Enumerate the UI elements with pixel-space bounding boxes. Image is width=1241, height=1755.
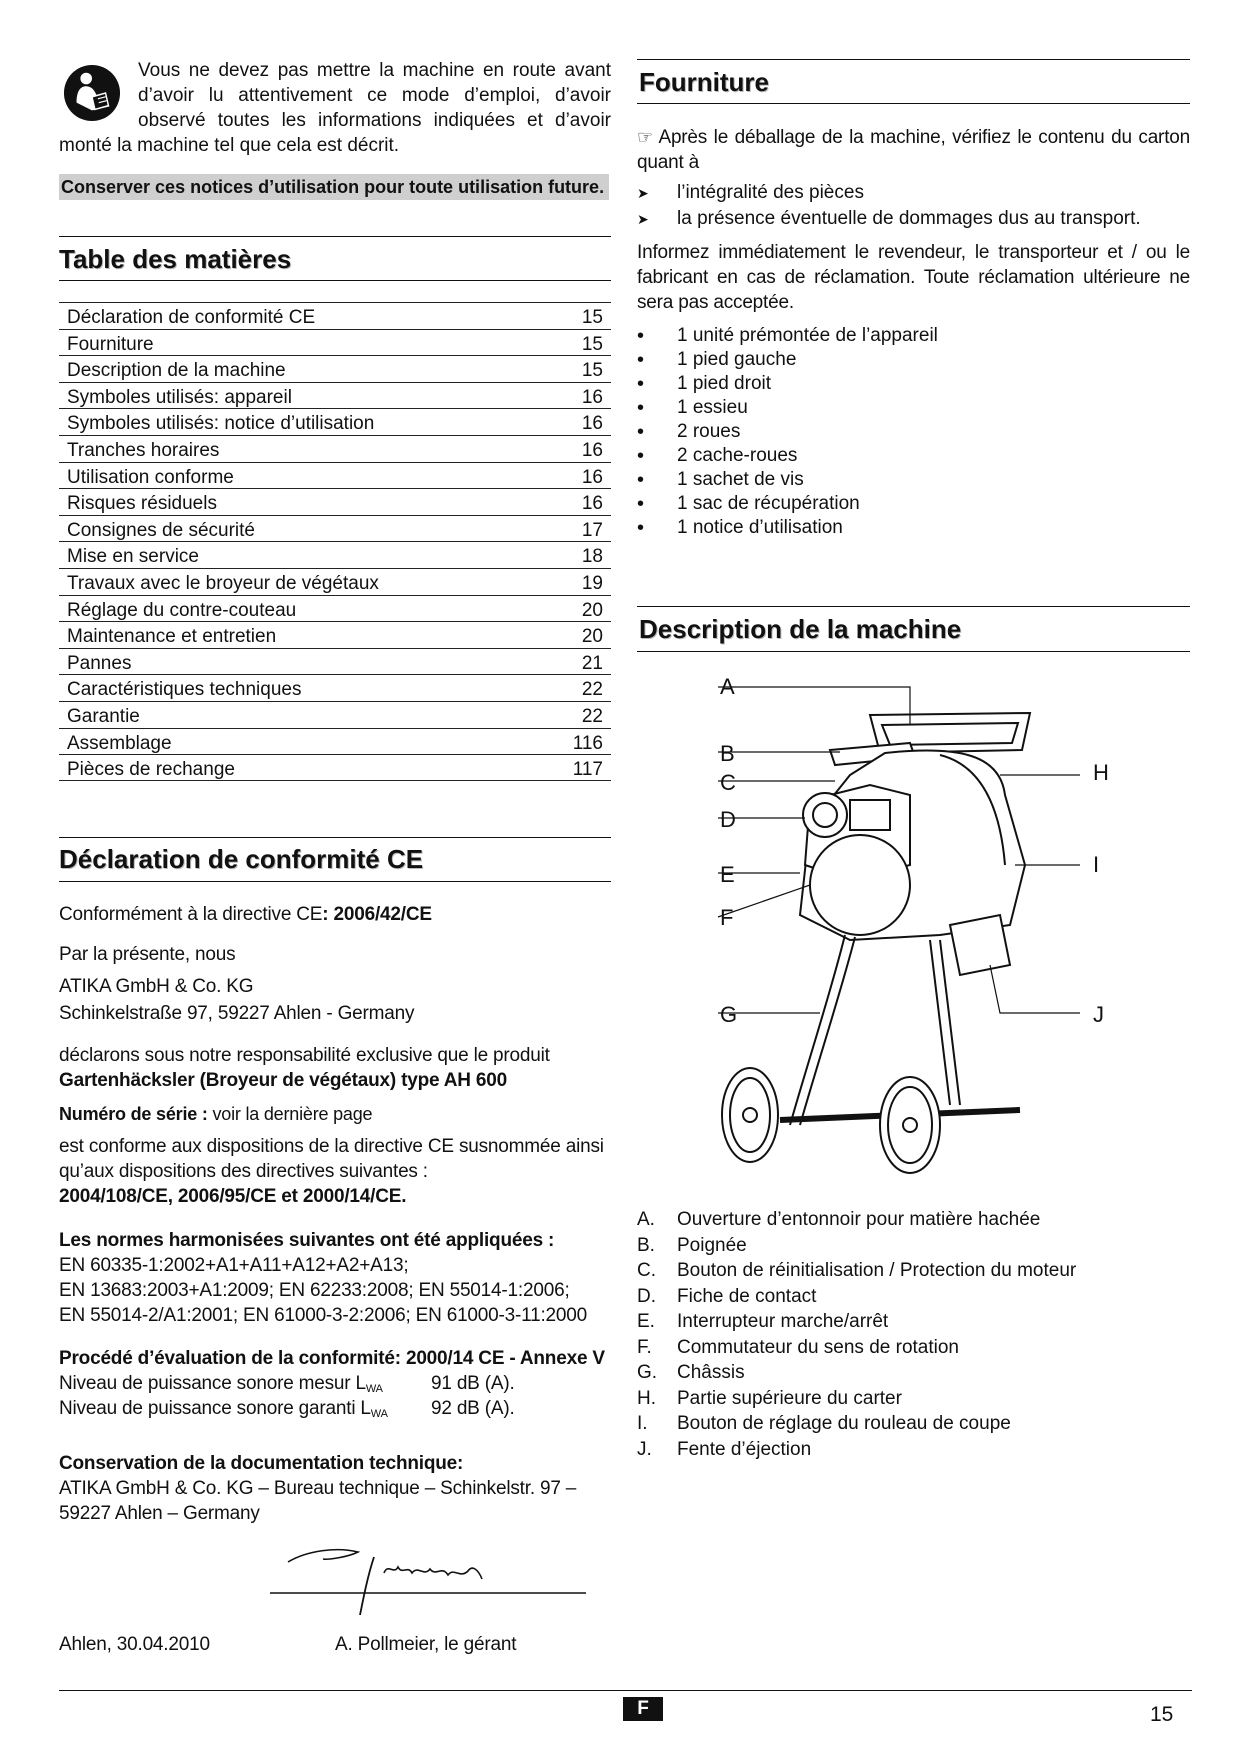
toc-page: 20 xyxy=(581,626,603,648)
part-text: Partie supérieure du carter xyxy=(677,1387,902,1409)
check-list xyxy=(637,180,1190,232)
toc-page: 22 xyxy=(581,705,603,727)
toc-row[interactable] xyxy=(59,408,611,435)
toc-label: Symboles utilisés: notice d’utilisation xyxy=(67,413,375,435)
supply-item: • 1 notice d’utilisation xyxy=(637,516,1190,540)
toc-page: 117 xyxy=(572,759,603,781)
toc-page: 21 xyxy=(581,652,603,674)
part-letter: J. xyxy=(637,1438,652,1460)
toc-label: Utilisation conforme xyxy=(67,466,234,488)
intro-warning-text: Vous ne devez pas mettre la machine en route avant d’avoir lu attentivement ce mode d’emploi, d’avoir observé toutes les informations indiquées et d’avoir monté la machine tel que cela est décrit. xyxy=(59,60,611,156)
toc-row[interactable] xyxy=(59,595,611,622)
toc-row[interactable] xyxy=(59,382,611,409)
sound-measured-value: 91 dB (A). xyxy=(431,1373,515,1394)
toc-label: Travaux avec le broyeur de végétaux xyxy=(67,572,379,594)
part-letter: E. xyxy=(637,1311,655,1332)
list-item: ➤ la présence éventuelle de dommages dus au transport. xyxy=(637,206,1190,232)
supply-item: • 2 cache-roues xyxy=(637,444,1190,468)
toc-top-rule xyxy=(59,236,611,237)
supply-item: • 1 sachet de vis xyxy=(637,468,1190,492)
diagram-label-h: H xyxy=(1093,760,1109,785)
directive-line: Conformément à la directive CE: 2006/42/CE xyxy=(59,904,432,925)
conform-text: est conforme aux dispositions de la directive CE susnommée ainsi qu’aux dispositions des directives suivantes : xyxy=(59,1136,604,1182)
toc-page: 116 xyxy=(572,732,603,754)
part-item xyxy=(637,1437,1190,1463)
supply-item: • 1 essieu xyxy=(637,396,1190,420)
keep-instructions-note: Conserver ces notices d’utilisation pour toute utilisation future. xyxy=(59,174,609,200)
diagram-label-g: G xyxy=(720,1002,738,1027)
shredder-diagram xyxy=(700,665,1130,1185)
part-text: Châssis xyxy=(677,1362,745,1383)
declaration-title: Déclaration de conformité CE xyxy=(59,844,424,874)
norms-title: Les normes harmonisées suivantes ont été appliquées : xyxy=(59,1230,555,1251)
toc-label: Consignes de sécurité xyxy=(67,519,255,541)
inform-text: Informez immédiatement le revendeur, le transporteur et / ou le fabricant en cas de réclamation. Toute réclamation ultérieure ne sera pas acceptée. xyxy=(637,242,1190,313)
part-letter: I. xyxy=(637,1413,648,1434)
toc-row[interactable] xyxy=(59,621,611,648)
toc-label: Symboles utilisés: appareil xyxy=(67,386,292,408)
place-date: Ahlen, 30.04.2010 xyxy=(59,1634,210,1655)
part-text: Bouton de réglage du rouleau de coupe xyxy=(677,1413,1011,1434)
diagram-label-b: B xyxy=(720,741,735,766)
toc-page: 22 xyxy=(581,679,603,701)
diagram-label-c: C xyxy=(720,770,736,795)
part-text: Interrupteur marche/arrêt xyxy=(677,1311,889,1332)
diagram-label-d: D xyxy=(720,807,736,832)
supply-item: • 2 roues xyxy=(637,420,1190,444)
toc-bottom-rule xyxy=(59,280,611,281)
part-item xyxy=(637,1309,1190,1335)
toc-label: Maintenance et entretien xyxy=(67,626,277,648)
toc-row[interactable] xyxy=(59,728,611,755)
fourniture-top-rule xyxy=(637,59,1190,60)
toc-row[interactable] xyxy=(59,515,611,542)
toc-row[interactable] xyxy=(59,329,611,356)
toc-page: 15 xyxy=(581,360,603,382)
toc-label: Pannes xyxy=(67,652,132,674)
toc-page: 20 xyxy=(581,599,603,621)
toc-page: 16 xyxy=(581,493,603,515)
supply-item: • 1 unité prémontée de l’appareil xyxy=(637,324,1190,348)
product-name: Gartenhäcksler (Broyeur de végétaux) type AH 600 xyxy=(59,1070,507,1091)
parts-list xyxy=(637,1207,1190,1462)
toc-page: 16 xyxy=(581,439,603,461)
toc-label: Assemblage xyxy=(67,732,172,754)
pointing-hand-icon: ☞ xyxy=(637,127,653,147)
toc-row[interactable] xyxy=(59,541,611,568)
sound-guaranteed-value: 92 dB (A). xyxy=(431,1398,515,1419)
part-text: Fiche de contact xyxy=(677,1285,817,1307)
toc-label: Caractéristiques techniques xyxy=(67,679,302,701)
toc-row[interactable] xyxy=(59,302,611,329)
part-text: Commutateur du sens de rotation xyxy=(677,1336,959,1358)
directives-list: 2004/108/CE, 2006/95/CE et 2000/14/CE. xyxy=(59,1186,407,1207)
toc-label: Fourniture xyxy=(67,333,154,355)
declaration-bottom-rule xyxy=(59,881,611,882)
description-title: Description de la machine xyxy=(639,614,962,644)
toc-title: Table des matières xyxy=(59,244,292,274)
part-text: Bouton de réinitialisation / Protection du moteur xyxy=(677,1260,1077,1281)
norms-line-2: EN 13683:2003+A1:2009; EN 62233:2008; EN 55014-1:2006; xyxy=(59,1280,570,1301)
company-address: Schinkelstraße 97, 59227 Ahlen - Germany xyxy=(59,1003,415,1024)
procedure-line: Procédé d’évaluation de la conformité: 2000/14 CE - Annexe V xyxy=(59,1348,605,1369)
part-item xyxy=(637,1258,1190,1284)
signatory: A. Pollmeier, le gérant xyxy=(335,1634,517,1655)
toc-page: 18 xyxy=(581,546,603,568)
sound-guaranteed-label: Niveau de puissance sonore garanti $L_{WA}$ xyxy=(59,1398,388,1420)
declare-text: déclarons sous notre responsabilité exclusive que le produit xyxy=(59,1045,550,1066)
doc-text: ATIKA GmbH & Co. KG – Bureau technique – Schinkelstr. 97 – 59227 Ahlen – Germany xyxy=(59,1478,577,1524)
part-letter: G. xyxy=(637,1362,658,1383)
sound-measured-label: Niveau de puissance sonore mesur $L_{WA}$ xyxy=(59,1373,383,1395)
supply-item: • 1 pied droit xyxy=(637,372,1190,396)
toc-label: Mise en service xyxy=(67,546,199,568)
diagram-label-f: F xyxy=(720,905,734,930)
diagram-label-j: J xyxy=(1093,1002,1104,1027)
toc-label: Pièces de rechange xyxy=(67,759,235,781)
table-of-contents xyxy=(59,302,611,781)
supply-item: • 1 pied gauche xyxy=(637,348,1190,372)
toc-label: Réglage du contre-couteau xyxy=(67,599,297,621)
part-item xyxy=(637,1233,1190,1259)
diagram-label-e: E xyxy=(720,862,735,887)
par-la-presente: Par la présente, nous xyxy=(59,944,236,965)
description-top-rule xyxy=(637,606,1190,607)
toc-row[interactable] xyxy=(59,462,611,489)
part-letter: A. xyxy=(637,1209,655,1230)
toc-label: Risques résiduels xyxy=(67,493,217,515)
part-item xyxy=(637,1284,1190,1310)
declaration-top-rule xyxy=(59,837,611,838)
part-text: Poignée xyxy=(677,1234,747,1256)
part-item xyxy=(637,1386,1190,1412)
part-text: Ouverture d’entonnoir pour matière hachée xyxy=(677,1209,1041,1230)
part-item xyxy=(637,1411,1190,1437)
toc-row[interactable] xyxy=(59,488,611,515)
part-text: Fente d’éjection xyxy=(677,1438,812,1460)
norms-line-3: EN 55014-2/A1:2001; EN 61000-3-2:2006; EN 61000-3-11:2000 xyxy=(59,1305,588,1326)
part-letter: F. xyxy=(637,1336,652,1358)
toc-label: Déclaration de conformité CE xyxy=(67,307,316,328)
part-item xyxy=(637,1360,1190,1386)
toc-page: 17 xyxy=(581,519,603,541)
toc-page: 15 xyxy=(581,333,603,355)
toc-row[interactable] xyxy=(59,435,611,462)
list-item: ➤ l’intégralité des pièces xyxy=(637,180,1190,206)
toc-page: 16 xyxy=(581,466,603,488)
toc-row[interactable] xyxy=(59,754,611,781)
footer-rule xyxy=(59,1690,1192,1691)
page-number: 15 xyxy=(1150,1703,1174,1726)
company-name: ATIKA GmbH & Co. KG xyxy=(59,976,254,997)
fourniture-bottom-rule xyxy=(637,103,1190,104)
part-letter: H. xyxy=(637,1387,656,1409)
toc-row[interactable] xyxy=(59,355,611,382)
signature xyxy=(268,1535,588,1620)
description-bottom-rule xyxy=(637,651,1190,652)
toc-row[interactable] xyxy=(59,674,611,701)
toc-label: Description de la machine xyxy=(67,360,286,382)
supply-item: • 1 sac de récupération xyxy=(637,492,1190,516)
part-letter: C. xyxy=(637,1260,656,1281)
toc-row[interactable] xyxy=(59,701,611,728)
toc-page: 16 xyxy=(581,413,603,435)
toc-row[interactable] xyxy=(59,568,611,595)
serial-number: Numéro de série : voir la dernière page xyxy=(59,1104,373,1124)
fourniture-title: Fourniture xyxy=(639,67,769,97)
toc-label: Tranches horaires xyxy=(67,439,220,461)
diagram-label-a: A xyxy=(720,674,735,699)
check-text: ☞ Après le déballage de la machine, vérifiez le contenu du carton quant à xyxy=(637,127,1191,173)
toc-page: 19 xyxy=(581,572,603,594)
toc-row[interactable] xyxy=(59,648,611,675)
language-badge: F xyxy=(623,1697,663,1721)
norms-line-1: EN 60335-1:2002+A1+A11+A12+A2+A13; xyxy=(59,1255,409,1276)
toc-page: 15 xyxy=(581,307,603,328)
supply-list xyxy=(637,324,1190,540)
part-item xyxy=(637,1207,1190,1233)
part-item xyxy=(637,1335,1190,1361)
doc-title: Conservation de la documentation technique: xyxy=(59,1453,464,1474)
diagram-label-i: I xyxy=(1093,852,1100,877)
part-letter: B. xyxy=(637,1234,655,1256)
toc-label: Garantie xyxy=(67,705,140,727)
part-letter: D. xyxy=(637,1285,656,1307)
toc-page: 16 xyxy=(581,386,603,408)
